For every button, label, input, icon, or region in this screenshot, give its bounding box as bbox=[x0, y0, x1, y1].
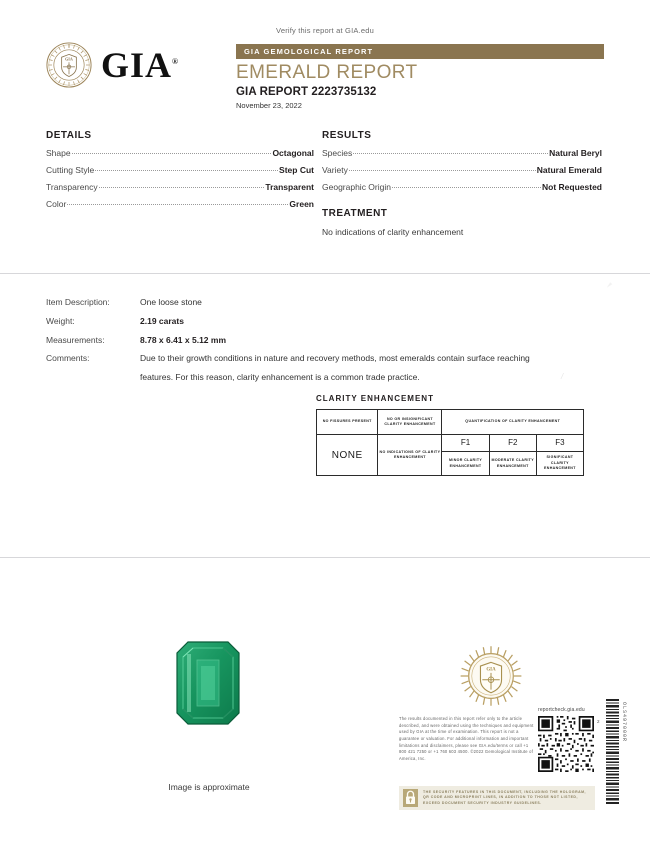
paper-smudge: / bbox=[561, 372, 564, 381]
dot-leader bbox=[95, 170, 278, 171]
item-label: Measurements: bbox=[46, 334, 105, 345]
dot-leader bbox=[392, 187, 541, 188]
item-description-section bbox=[46, 298, 546, 401]
result-value: Natural Beryl bbox=[549, 148, 602, 158]
clarity-enhancement-table bbox=[316, 409, 584, 476]
detail-label: Transparency bbox=[46, 181, 98, 192]
report-number: GIA REPORT 2223735132 bbox=[236, 86, 377, 98]
registered-mark: ® bbox=[172, 57, 179, 66]
result-label: Geographic Origin bbox=[322, 181, 391, 192]
result-label: Variety bbox=[322, 164, 348, 175]
cell-no-indications-value: NO INDICATIONS OF CLARITY ENHANCEMENT bbox=[378, 435, 442, 476]
qr-corner-number: 2 bbox=[597, 719, 600, 724]
comments-body bbox=[140, 354, 546, 392]
gia-seal-icon bbox=[46, 42, 92, 88]
details-section bbox=[46, 130, 314, 216]
section-divider-top bbox=[0, 273, 650, 274]
clarity-enhancement-title: CLARITY ENHANCEMENT bbox=[316, 394, 434, 403]
verify-report-text: Verify this report at GIA.edu bbox=[276, 26, 374, 35]
results-section bbox=[322, 130, 602, 237]
reportcheck-url-label: reportcheck.gia.edu bbox=[538, 707, 585, 713]
report-date: November 23, 2022 bbox=[236, 101, 302, 110]
detail-label: Shape bbox=[46, 148, 71, 158]
cell-grade-f3-desc: SIGNIFICANT CLARITY ENHANCEMENT bbox=[536, 452, 583, 476]
barcode-number: OLS497000R bbox=[621, 702, 627, 743]
item-row-weight bbox=[46, 317, 546, 327]
item-row-description bbox=[46, 298, 546, 308]
result-row-geographic-origin bbox=[322, 183, 602, 192]
item-label: Item Description: bbox=[46, 297, 110, 307]
gia-hologram-seal-icon bbox=[460, 645, 522, 707]
cell-no-fissures-header: NO FISSURES PRESENT bbox=[317, 410, 378, 435]
item-value: One loose stone bbox=[140, 297, 202, 307]
item-row-comments bbox=[46, 354, 546, 392]
detail-value: Step Cut bbox=[279, 164, 314, 175]
gem-image-caption: Image is approximate bbox=[168, 782, 250, 792]
treatment-heading: TREATMENT bbox=[322, 208, 388, 220]
svg-text:GIA: GIA bbox=[486, 667, 496, 673]
barcode-icon bbox=[606, 699, 619, 804]
cell-grade-f2-code: F2 bbox=[489, 435, 536, 452]
table-row-grades bbox=[317, 435, 584, 452]
detail-value: Octagonal bbox=[272, 148, 314, 158]
treatment-text: No indications of clarity enhancement bbox=[322, 227, 464, 238]
table-row-headers bbox=[317, 410, 584, 435]
comments-line-1: Due to their growth conditions in nature and recovery methods, most emeralds contain surface reaching bbox=[140, 353, 530, 364]
item-row-measurements bbox=[46, 336, 546, 346]
item-label: Weight: bbox=[46, 315, 75, 326]
cell-grade-f1-code: F1 bbox=[442, 435, 489, 452]
dot-leader bbox=[349, 170, 536, 171]
cell-no-or-insignificant-header: NO OR INSIGNIFICANT CLARITY ENHANCEMENT bbox=[378, 410, 442, 435]
item-value: 8.78 x 6.41 x 5.12 mm bbox=[140, 334, 227, 345]
dot-leader bbox=[72, 153, 272, 154]
detail-row-color bbox=[46, 200, 314, 209]
gia-brand-text: GIA bbox=[101, 45, 173, 85]
comments-label: Comments: bbox=[46, 353, 90, 364]
svg-text:GIA: GIA bbox=[65, 56, 73, 62]
item-value: 2.19 carats bbox=[140, 315, 184, 326]
dot-leader bbox=[67, 204, 288, 205]
emerald-gemstone-image bbox=[175, 640, 241, 726]
detail-row-cutting-style bbox=[46, 166, 314, 175]
comments-line-2: features. For this reason, clarity enhancement is a common trade practice. bbox=[140, 372, 420, 383]
result-value: Natural Emerald bbox=[536, 164, 602, 175]
paper-mark-icon bbox=[606, 281, 613, 289]
result-row-variety bbox=[322, 166, 602, 175]
result-label: Species bbox=[322, 148, 353, 158]
report-type-bar: GIA GEMOLOGICAL REPORT bbox=[236, 44, 604, 59]
security-features-strip bbox=[399, 786, 595, 810]
security-features-text: THE SECURITY FEATURES IN THIS DOCUMENT, INCLUDING THE HOLOGRAM, QR CODE AND MICROPRINT LINES, IN ADDITION TO THOSE NOT LISTED, EXCEED DOCUMENT SECURITY INDUSTRY GUIDELINES. bbox=[423, 789, 587, 805]
lock-icon bbox=[403, 789, 418, 807]
dot-leader bbox=[353, 153, 548, 154]
page-title: EMERALD REPORT bbox=[236, 62, 418, 83]
detail-label: Color bbox=[46, 198, 67, 209]
report-header-block bbox=[236, 44, 604, 110]
cell-grade-f3-code: F3 bbox=[536, 435, 583, 452]
clarity-enhancement-section bbox=[316, 394, 584, 476]
detail-label: Cutting Style bbox=[46, 164, 95, 175]
detail-value: Green bbox=[289, 198, 314, 209]
qr-code-icon[interactable] bbox=[538, 716, 594, 772]
legal-disclaimer-text: The results documented in this report refer only to the article described, and were obtained using the techniques and equipment used by GIA at the time of examination. This report is not a guarantee or valuation. For additional information and important limitations and disclaimers, please see GIA.edu/terms or call +1 800 421 7250 or +1 760 603 4500. ©2022 Gemological Institute of America, Inc. bbox=[399, 716, 534, 761]
result-value: Not Requested bbox=[542, 181, 602, 192]
gia-logo bbox=[46, 42, 179, 88]
detail-row-transparency bbox=[46, 183, 314, 192]
detail-value: Transparent bbox=[265, 181, 314, 192]
section-divider-bottom bbox=[0, 557, 650, 558]
detail-row-shape bbox=[46, 149, 314, 158]
cell-none-value: NONE bbox=[317, 435, 378, 476]
cell-grade-f2-desc: MODERATE CLARITY ENHANCEMENT bbox=[489, 452, 536, 476]
cell-grade-f1-desc: MINOR CLARITY ENHANCEMENT bbox=[442, 452, 489, 476]
dot-leader bbox=[99, 187, 265, 188]
gia-wordmark bbox=[101, 47, 179, 83]
details-heading: DETAILS bbox=[46, 130, 92, 141]
results-heading: RESULTS bbox=[322, 130, 372, 141]
cell-quantification-header: QUANTIFICATION OF CLARITY ENHANCEMENT bbox=[442, 410, 584, 435]
result-row-species bbox=[322, 149, 602, 158]
